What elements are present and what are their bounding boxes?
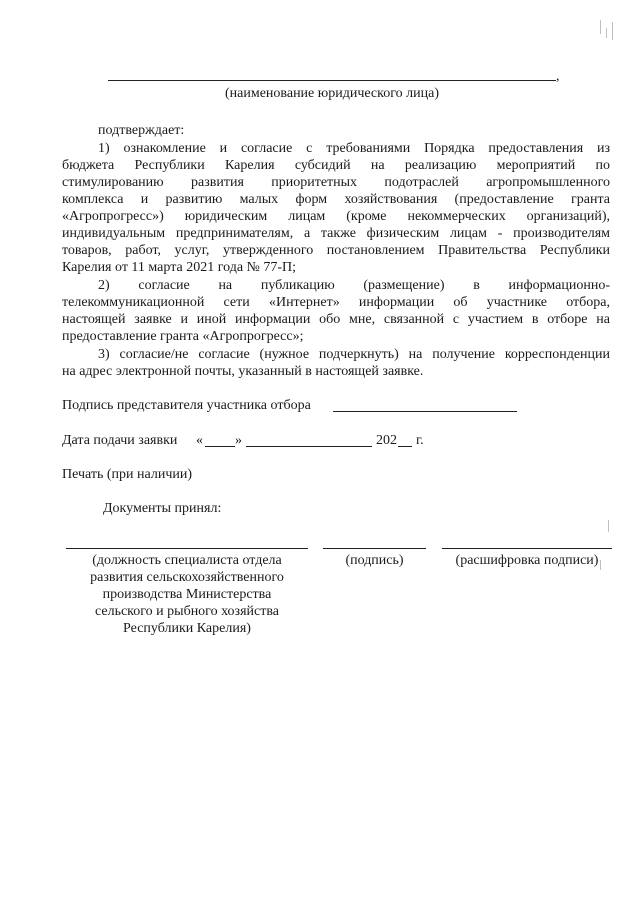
stamp-label: Печать (при наличии) xyxy=(62,467,193,482)
signature-line xyxy=(333,411,517,412)
item1-line: стимулированию развития приоритетных подотраслей агропромышленного xyxy=(62,175,610,190)
date-quote-close: » xyxy=(235,433,242,448)
date-quote-open: « xyxy=(196,433,203,448)
position-caption-line: сельского и рыбного хозяйства xyxy=(95,604,279,619)
footer-signature-line xyxy=(323,548,426,549)
signature-caption: (подпись) xyxy=(345,553,404,568)
item1-line: «Агропрогресс») юридическим лицам (кроме некоммерческих организаций), xyxy=(62,209,610,224)
date-label: Дата подачи заявки xyxy=(62,433,178,448)
confirms-label: подтверждает: xyxy=(98,123,185,138)
date-day-line xyxy=(205,446,235,447)
position-line xyxy=(66,548,308,549)
item1-line: Карелия от 11 марта 2021 года № 77-П; xyxy=(62,260,297,275)
scan-mark xyxy=(608,520,609,532)
date-year: 202 xyxy=(376,433,397,448)
item3-line: на адрес электронной почты, указанный в настоящей заявке. xyxy=(62,364,424,379)
item3-line: 3) согласие/не согласие (нужное подчеркнуть) на получение корреспонденции xyxy=(98,347,610,362)
legal-entity-caption: (наименование юридического лица) xyxy=(225,86,439,101)
header-comma: , xyxy=(556,69,560,84)
scan-mark xyxy=(612,22,613,40)
position-caption-line: Республики Карелия) xyxy=(123,621,251,636)
item2-line: предоставление гранта «Агропрогресс»; xyxy=(62,329,304,344)
item2-line: телекоммуникационной сети «Интернет» информации об участнике отбора, xyxy=(62,295,610,310)
item1-line: бюджета Республики Карелия субсидий на реализацию мероприятий по xyxy=(62,158,610,173)
item1-line: 1) ознакомление и согласие с требованиями Порядка предоставления из xyxy=(98,141,610,156)
scan-mark xyxy=(606,28,607,38)
item1-line: комплекса и развитию малых форм хозяйствования (предоставление гранта xyxy=(62,192,610,207)
date-suffix: г. xyxy=(416,433,424,448)
item1-line: индивидуальным предпринимателям, а также физическим лицам - производителям xyxy=(62,226,610,241)
item2-line: настоящей заявке и иной информации обо мне, связанной с участием в отборе на xyxy=(62,312,610,327)
position-caption-line: производства Министерства xyxy=(102,587,272,602)
item2-line: 2) согласие на публикацию (размещение) в информационно- xyxy=(98,278,610,293)
position-caption-line: развития сельскохозяйственного xyxy=(90,570,284,585)
scan-mark xyxy=(600,20,601,34)
date-year-line xyxy=(398,446,412,447)
legal-entity-name-line xyxy=(108,80,556,81)
docs-accepted-label: Документы принял: xyxy=(103,501,222,516)
position-caption-line: (должность специалиста отдела xyxy=(92,553,282,568)
decoding-line xyxy=(442,548,612,549)
signature-label: Подпись представителя участника отбора xyxy=(62,398,311,413)
item1-line: товаров, работ, услуг, утвержденного постановлением Правительства Республики xyxy=(62,243,610,258)
date-month-line xyxy=(246,446,372,447)
decoding-caption: (расшифровка подписи) xyxy=(455,553,599,568)
